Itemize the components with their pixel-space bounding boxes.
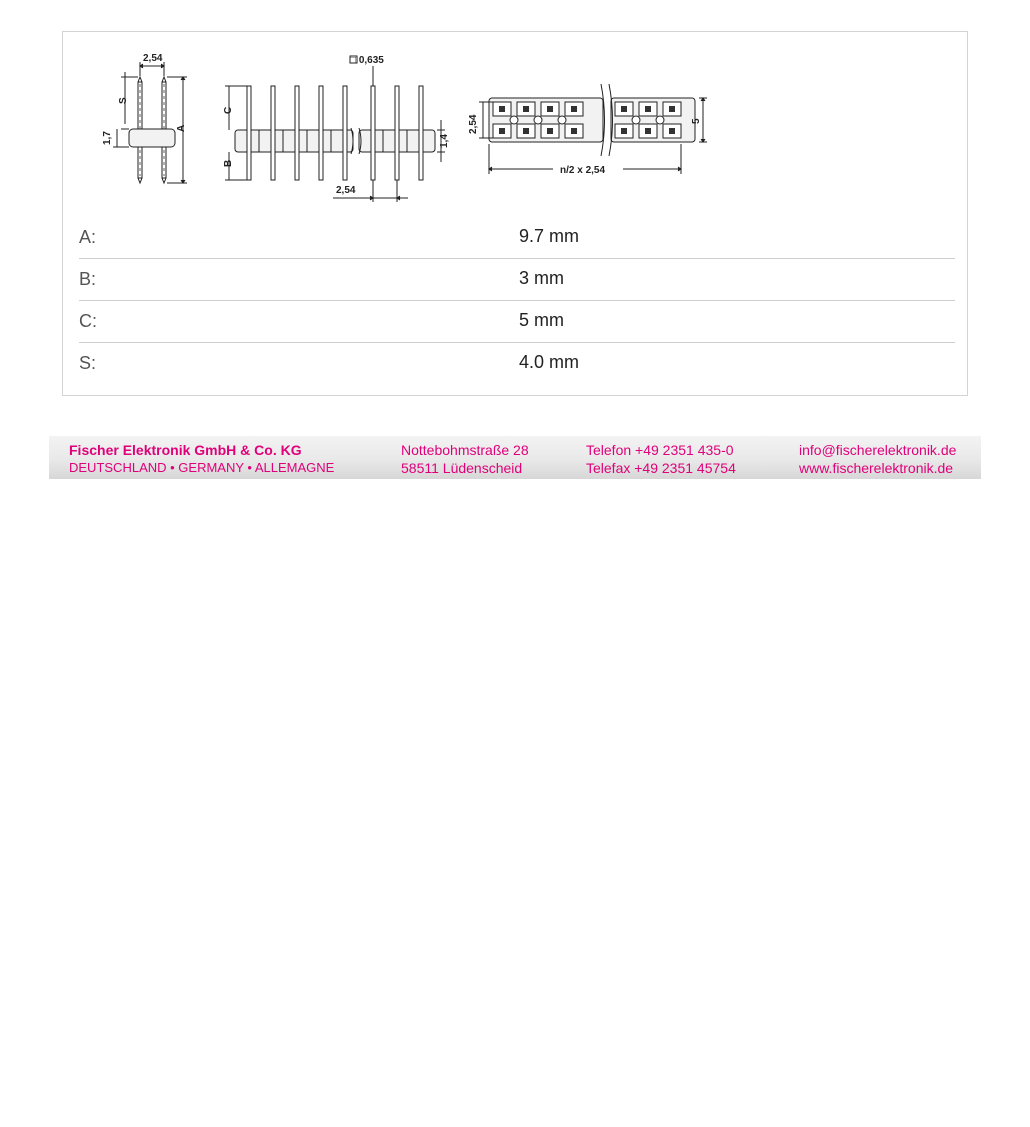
- front-pitch-label: 2,54: [336, 185, 356, 196]
- front-thickness-label: 1,4: [439, 134, 450, 148]
- phone-number: Telefon +49 2351 435-0: [586, 442, 734, 458]
- fax-number: Telefax +49 2351 45754: [586, 460, 736, 476]
- spec-value: 4.0 mm: [519, 352, 580, 372]
- side-pitch-label: 2,54: [143, 53, 163, 64]
- address-city: 58511 Lüdenscheid: [401, 460, 523, 476]
- drawing-svg: [63, 32, 969, 217]
- spec-label: B:: [79, 269, 97, 289]
- front-square-label: □ 0,635: [350, 55, 384, 66]
- spec-value: 9.7 mm: [519, 226, 580, 246]
- side-a-label: A: [176, 124, 187, 132]
- spec-value: 3 mm: [519, 268, 564, 288]
- top-length-label: n/2 x 2,54: [560, 165, 606, 176]
- front-b-label: B: [223, 159, 234, 167]
- product-card: [62, 31, 968, 396]
- spec-table: [79, 217, 955, 385]
- front-view: [225, 56, 445, 202]
- spec-value: 5 mm: [519, 310, 564, 330]
- side-s-label: S: [118, 97, 129, 104]
- footer-address-block: [401, 441, 529, 477]
- spec-row-a: [79, 217, 955, 259]
- spec-row-s: [79, 343, 955, 385]
- top-height-label: 2,54: [468, 114, 479, 134]
- company-countries: DEUTSCHLAND • GERMANY • ALLEMAGNE: [69, 460, 335, 475]
- footer-company-block: [69, 441, 334, 477]
- spec-row-c: [79, 301, 955, 343]
- side-view: [113, 62, 187, 183]
- footer-contact-block: [799, 441, 956, 477]
- spec-label: S:: [79, 353, 97, 373]
- technical-drawing: [63, 32, 969, 217]
- company-name: Fischer Elektronik GmbH & Co. KG: [69, 442, 302, 458]
- email-link[interactable]: info@fischerelektronik.de: [799, 442, 957, 458]
- spec-row-b: [79, 259, 955, 301]
- footer-phone-block: [586, 441, 736, 477]
- top-width-label: 5: [691, 118, 702, 124]
- spec-label: C:: [79, 311, 97, 331]
- front-c-label: C: [223, 106, 234, 114]
- company-footer: [49, 436, 981, 479]
- address-street: Nottebohmstraße 28: [401, 442, 529, 458]
- top-view: [479, 84, 707, 174]
- side-body-label: 1,7: [102, 131, 113, 145]
- spec-label: A:: [79, 227, 97, 247]
- website-link[interactable]: www.fischerelektronik.de: [799, 460, 954, 476]
